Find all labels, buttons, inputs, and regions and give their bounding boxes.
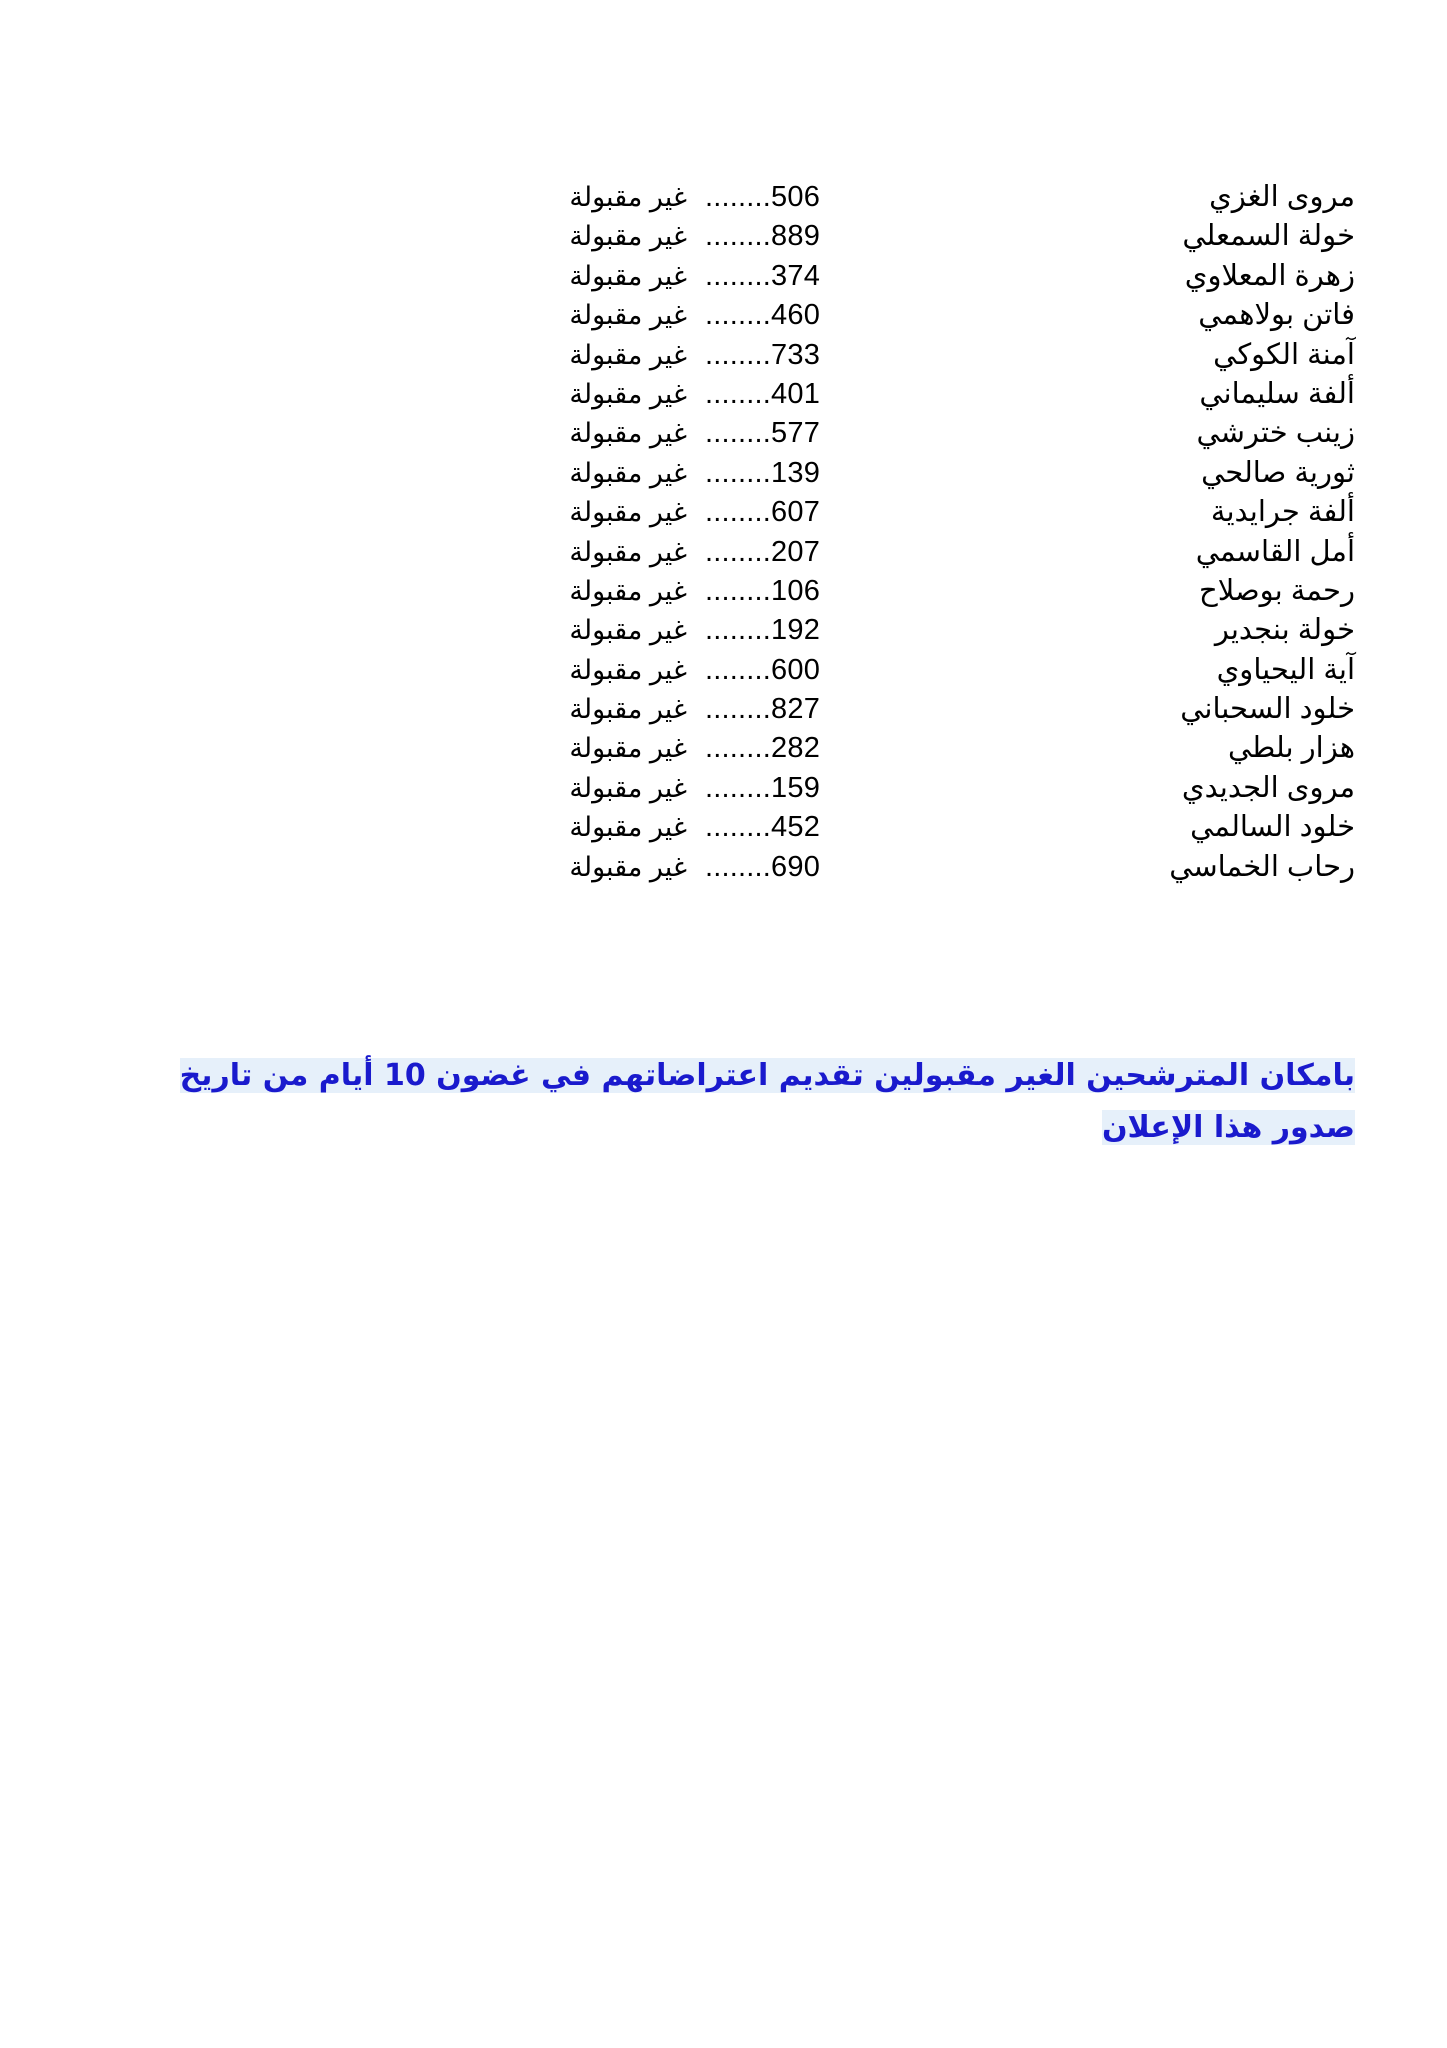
candidate-code: ........827 (705, 693, 821, 726)
candidate-status: غير مقبولة (569, 300, 687, 331)
candidate-name: مروى الجديدي (1181, 771, 1355, 804)
candidate-code: ........506 (705, 181, 821, 213)
candidate-status: غير مقبولة (569, 260, 687, 291)
list-item (0, 414, 1447, 453)
candidate-status: غير مقبولة (569, 182, 687, 212)
list-item (0, 572, 1447, 611)
candidate-name: مروى الغزي (1209, 181, 1355, 213)
candidate-status: غير مقبولة (569, 733, 687, 764)
candidate-status: غير مقبولة (569, 418, 687, 449)
notice-text: بامكان المترشحين الغير مقبولين تقديم اعتراضاتهم في غضون 10 أيام من تاريخ صدور هذا الإعلان (179, 1058, 1355, 1145)
candidate-code: ........577 (705, 417, 821, 450)
candidate-status: غير مقبولة (569, 536, 687, 567)
candidate-name: خلود السالمي (1190, 811, 1355, 844)
candidate-status: غير مقبولة (569, 378, 687, 409)
list-item (0, 217, 1447, 256)
candidate-status: غير مقبولة (569, 615, 687, 646)
candidate-name: آمنة الكوكي (1213, 338, 1355, 371)
candidate-status: غير مقبولة (569, 812, 687, 843)
list-item (0, 336, 1447, 375)
candidate-code: ........607 (705, 496, 821, 529)
candidate-status: غير مقبولة (569, 221, 687, 252)
candidate-code: ........106 (705, 574, 821, 607)
candidate-status: غير مقبولة (569, 654, 687, 685)
candidate-name: ثورية صالحي (1201, 456, 1355, 489)
candidate-status: غير مقبولة (569, 772, 687, 803)
candidate-code: ........401 (705, 377, 821, 410)
list-item (0, 296, 1447, 335)
candidate-name: فاتن بولاهمي (1198, 299, 1355, 332)
candidate-code: ........192 (705, 614, 821, 647)
list-item (0, 611, 1447, 650)
candidate-name: آية اليحياوي (1216, 653, 1355, 686)
candidate-name: أمل القاسمي (1195, 535, 1355, 568)
candidate-code: ........690 (705, 850, 821, 883)
candidate-code: ........460 (705, 299, 821, 332)
list-item (0, 769, 1447, 808)
list-item (0, 690, 1447, 729)
list-item (0, 454, 1447, 493)
candidate-code: ........159 (705, 771, 821, 804)
list-item (0, 808, 1447, 847)
list-item (0, 533, 1447, 572)
list-item (0, 257, 1447, 296)
list-item (0, 493, 1447, 532)
candidate-name: زهرة المعلاوي (1184, 259, 1355, 292)
objection-notice (95, 1050, 1355, 1154)
list-item (0, 651, 1447, 690)
candidate-status: غير مقبولة (569, 851, 687, 882)
candidate-code: ........889 (705, 220, 821, 253)
candidate-code: ........282 (705, 732, 821, 765)
candidate-name: ألفة جرايدية (1210, 496, 1355, 529)
candidate-code: ........733 (705, 338, 821, 371)
candidate-name: خولة بنجدير (1214, 614, 1355, 647)
list-item (0, 375, 1447, 414)
candidates-list (0, 178, 1447, 887)
list-item (0, 729, 1447, 768)
candidate-status: غير مقبولة (569, 339, 687, 370)
candidate-status: غير مقبولة (569, 694, 687, 725)
candidate-status: غير مقبولة (569, 575, 687, 606)
candidate-status: غير مقبولة (569, 497, 687, 528)
candidate-code: ........452 (705, 811, 821, 844)
candidate-name: خلود السحباني (1180, 693, 1355, 726)
candidate-code: ........374 (705, 259, 821, 292)
candidate-name: هزار بلطي (1227, 732, 1355, 765)
candidate-name: خولة السمعلي (1182, 220, 1355, 253)
candidate-name: زينب خترشي (1196, 417, 1355, 450)
candidate-code: ........207 (705, 535, 821, 568)
candidate-code: ........139 (705, 456, 821, 489)
candidate-code: ........600 (705, 653, 821, 686)
candidate-status: غير مقبولة (569, 457, 687, 488)
candidate-name: ألفة سليماني (1199, 377, 1355, 410)
candidate-name: رحمة بوصلاح (1198, 574, 1355, 607)
candidate-name: رحاب الخماسي (1169, 850, 1355, 883)
list-item (0, 848, 1447, 887)
list-item (0, 178, 1447, 217)
